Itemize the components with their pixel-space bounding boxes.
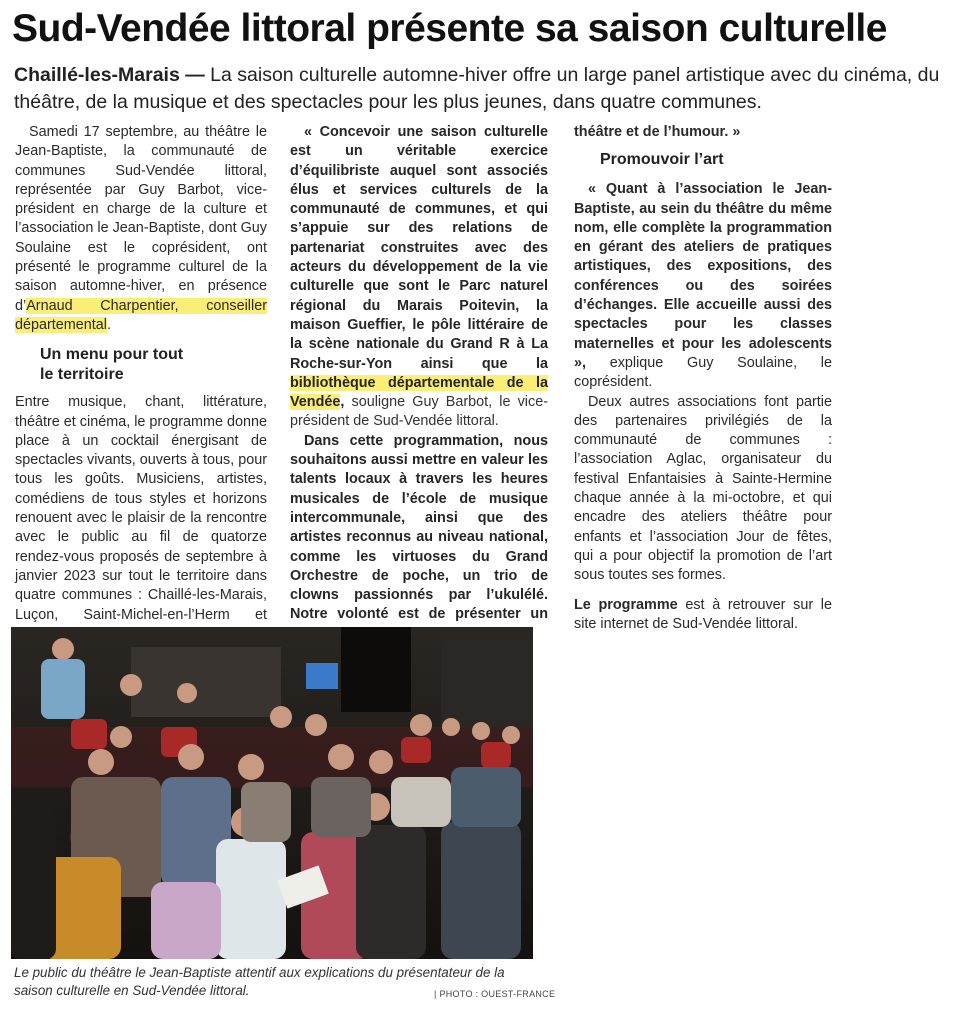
column-2: [290, 123, 548, 644]
col2-p1-attribution: souligne Guy Barbot, le vice-président de Sud-Vendée littoral.: [290, 394, 548, 430]
article-headline: Sud-Vendée littoral présente sa saison culturelle: [12, 7, 887, 50]
photo-caption: Le public du théâtre le Jean-Baptiste attentif aux explications du présentateur de la saison culturelle en Sud-Vendée littoral.: [14, 965, 505, 998]
col3-paragraph-0: théâtre et de l’humour. »: [574, 124, 741, 140]
article-lead: [14, 62, 942, 116]
col2-p1-text: « Concevoir une saison culturelle est un véritable exercice d’équilibriste auquel sont associés élus et services culturels de la communauté de communes, et qui s’appuie sur des relations de partenariat construites avec des acteurs du développement de la vie culturelle que sont le Parc naturel régional du Marais Poitevin, la maison Gueffier, le pôle littéraire de la scène nationale du Grand R à La Roche-sur-Yon ainsi que la: [290, 124, 548, 372]
column-1: [15, 123, 267, 644]
subhead-menu-line2: le territoire: [40, 366, 124, 384]
col1-paragraph-2: Entre musique, chant, littérature, théâtre et cinéma, le programme donne place à un cocktail énergisant de spectacles vivants, ouverts à tous, pour tous les goûts. Musiciens, artistes, comédiens de tous styles et horizons renouent avec le plaisir de la rencontre avec le public au fil de quatorze rendez-vous proposés de septembre à janvier 2023 sur tout le territoire dans quatre communes : Chaillé-les-Marais, Luçon, Saint-Michel-en-l’Herm et: [15, 394, 267, 623]
subhead-promouvoir: Promouvoir l’art: [600, 151, 724, 169]
col3-paragraph-1: [574, 180, 832, 392]
col1-p1-end: .: [107, 316, 112, 333]
lead-text: La saison culturelle automne-hiver offre un large panel artistique avec du cinéma, du théâtre, de la musique et des spectacles pour les plus jeunes, dans quatre communes.: [14, 64, 940, 113]
highlight-bibliotheque: bibliothèque départementale de la Vendée: [290, 374, 548, 411]
lead-place: Chaillé-les-Marais —: [14, 64, 211, 86]
col3-paragraph-3: [574, 596, 832, 635]
col3-p1-quote: « Quant à l’association le Jean-Baptiste, au sein du théâtre du même nom, elle complète la programmation en gérant des ateliers de pratiques artistiques, des expositions, des conférences ou des soirées d’échanges. Elle accueille aussi des spectacles pour les classes maternelles et pour les adolescents »,: [574, 181, 832, 371]
col3-p3-text: est à retrouver sur le site internet de Sud-Vendée littoral.: [574, 596, 832, 632]
audience-photo: [11, 627, 533, 959]
col3-paragraph-2: Deux autres associations font partie des partenaires privilégiés de la communauté de communes : l’association Aglac, organisateur du festival Enfantaisies à Sainte-Hermine chaque année à la mi-octobre, et qui encadre des ateliers théâtre pour enfants et l’association Jour de fêtes, qui a pour objectif la promotion de l’art sous toutes ses formes.: [574, 393, 832, 584]
highlight-charpentier: Arnaud Charpentier, conseiller départemental: [15, 297, 267, 333]
photo-credit: | PHOTO : OUEST-FRANCE: [434, 989, 556, 999]
col3-p3-lead: Le programme: [574, 596, 678, 613]
subhead-menu: [40, 345, 267, 385]
column-3: [574, 123, 832, 634]
subhead-menu-line1: Un menu pour tout: [40, 346, 184, 364]
col2-p1-comma: ,: [340, 394, 352, 411]
col1-paragraph-1: [15, 123, 267, 335]
col1-p1-text: Samedi 17 septembre, au théâtre le Jean-Baptiste, la communauté de communes Sud-Vendée littoral, représentée par Guy Barbot, vice-président en charge de la culture et l’association le Jean-Baptiste, dont Guy Soulaine est le coprésident, ont présenté le programme culturel de la saison automne-hiver, en présence d’: [15, 124, 267, 314]
col3-p1-attribution: explique Guy Soulaine, le coprésident.: [574, 354, 832, 391]
audience-photo-illustration: [11, 627, 533, 959]
col2-paragraph-2: Dans cette programmation, nous souhaitons aussi mettre en valeur les talents locaux à travers les heures musicales de l’école de musique intercommunale, ainsi que des artistes reconnus au niveau national, comme les virtuoses du Grand Orchestre de poche, un trio de clowns passionnés par l’ukulélé. Notre volonté est de présenter un: [290, 432, 548, 623]
col2-paragraph-1: [290, 123, 548, 432]
